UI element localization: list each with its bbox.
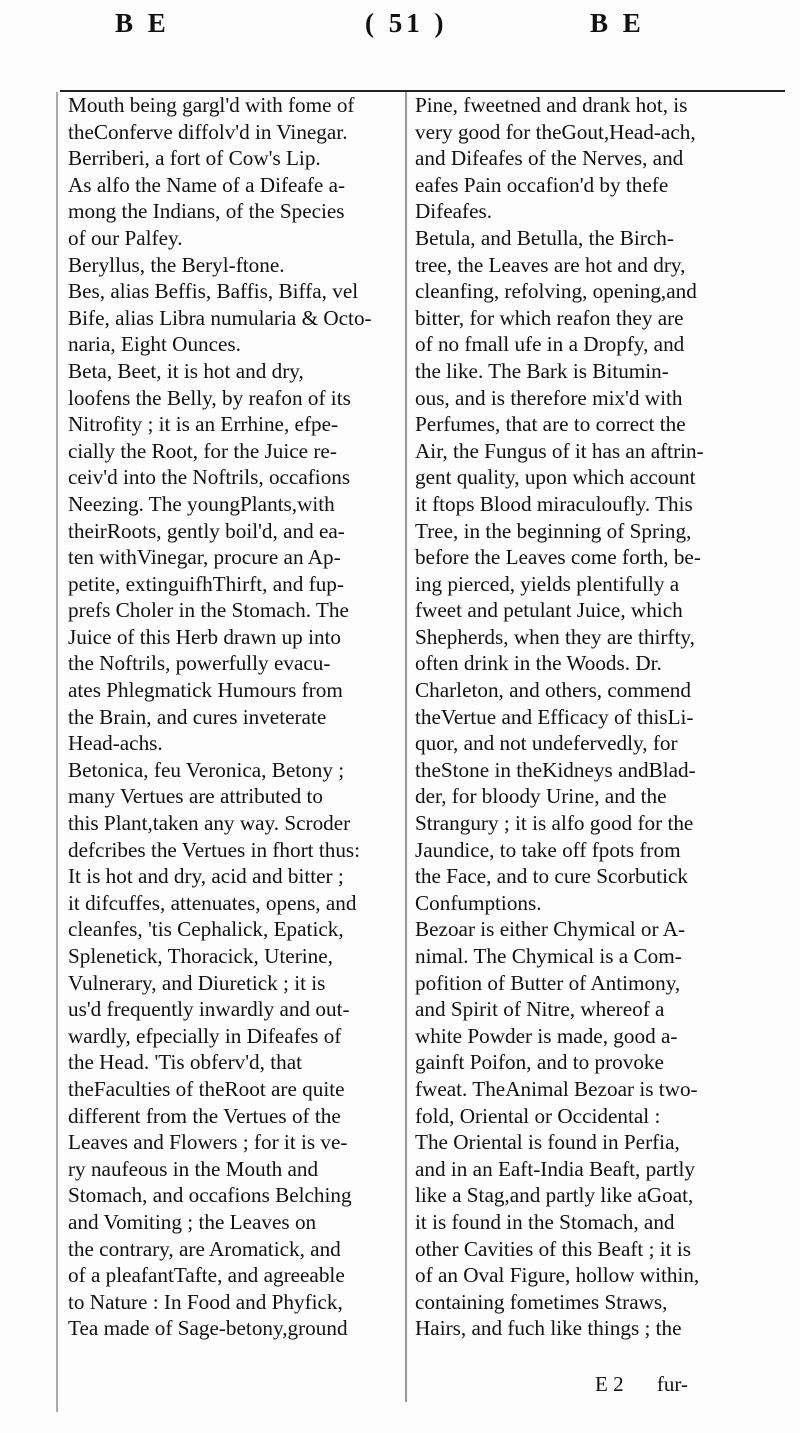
text-line: Shepherds, when they are thirfty, <box>415 624 695 649</box>
text-line: the Face, and to cure Scorbutick <box>415 864 688 889</box>
text-line: prefs Choler in the Stomach. The <box>68 598 349 623</box>
text-line: Juice of this Herb drawn up into <box>68 624 342 649</box>
text-line: often drink in the Woods. Dr. <box>415 651 662 676</box>
text-line: Bife, alias Libra numularia & Octo- <box>68 305 372 330</box>
text-line: fold, Oriental or Occidental : <box>415 1103 661 1128</box>
text-line: Berriberi, a fort of Cow's Lip. <box>68 146 321 171</box>
header-right: B E <box>590 8 645 38</box>
text-line: Head-achs. <box>68 731 163 756</box>
text-line: and Difeafes of the Nerves, and <box>415 146 684 171</box>
text-line: the Head. 'Tis obferv'd, that <box>68 1050 302 1075</box>
left-column <box>68 92 416 1342</box>
text-line: the Brain, and cures inveterate <box>68 704 327 729</box>
text-line: very good for theGout,Head-ach, <box>415 119 696 144</box>
text-line: The Oriental is found in Perfia, <box>415 1130 680 1155</box>
text-line: eafes Pain occafion'd by thefe <box>415 172 669 197</box>
text-line: different from the Vertues of the <box>68 1103 341 1128</box>
text-line: it is found in the Stomach, and <box>415 1209 675 1234</box>
text-line: cially the Root, for the Juice re- <box>68 438 337 463</box>
text-line: Pine, fweetned and drank hot, is <box>415 93 688 117</box>
text-line: Stomach, and occafions Belching <box>68 1183 352 1208</box>
text-line: loofens the Belly, by reafon of its <box>68 385 351 410</box>
text-line: Vulnerary, and Diuretick ; it is <box>68 970 326 995</box>
text-line: quor, and not undefervedly, for <box>415 731 678 756</box>
text-line: ing pierced, yields plentifully a <box>415 571 680 596</box>
text-line: Leaves and Flowers ; for it is ve- <box>68 1130 348 1155</box>
text-line: cleanfes, 'tis Cephalick, Epatick, <box>68 917 344 942</box>
text-line: As alfo the Name of a Difeafe a- <box>68 172 346 197</box>
page-footer <box>595 1372 716 1397</box>
text-line: wardly, efpecially in Difeafes of <box>68 1023 342 1048</box>
text-line: Tree, in the beginning of Spring, <box>415 518 692 543</box>
text-line: and Vomiting ; the Leaves on <box>68 1209 317 1234</box>
text-line: before the Leaves come forth, be- <box>415 545 701 570</box>
text-line: containing fometimes Straws, <box>415 1289 668 1314</box>
text-line: Bes, alias Beffis, Baffis, Biffa, vel <box>68 279 359 304</box>
text-line: Mouth being gargl'd with fome of <box>68 93 355 117</box>
text-line: of a pleafantTafte, and agreeable <box>68 1263 345 1288</box>
text-line: ous, and is therefore mix'd with <box>415 385 683 410</box>
text-line: many Vertues are attributed to <box>68 784 323 809</box>
text-line: Perfumes, that are to correct the <box>415 412 686 437</box>
text-line: fweat. TheAnimal Bezoar is two- <box>415 1076 698 1101</box>
text-line: and in an Eaft-India Beaft, partly <box>415 1156 696 1181</box>
text-line: theVertue and Efficacy of thisLi- <box>415 704 694 729</box>
text-line: Difeafes. <box>415 199 493 224</box>
text-line: it ftops Blood miraculoufly. This <box>415 491 693 516</box>
text-line: ten withVinegar, procure an Ap- <box>68 545 341 570</box>
text-line: us'd frequently inwardly and out- <box>68 997 350 1022</box>
text-line: tree, the Leaves are hot and dry, <box>415 252 686 277</box>
text-line: fweet and petulant Juice, which <box>415 598 683 623</box>
page-number: ( 51 ) <box>365 8 448 38</box>
text-line: petite, extinguifhThirft, and fup- <box>68 571 344 596</box>
signature-mark: E 2 <box>595 1372 624 1396</box>
text-line: the like. The Bark is Bitumin- <box>415 358 669 383</box>
text-line: it difcuffes, attenuates, opens, and <box>68 890 357 915</box>
text-line: the contrary, are Aromatick, and <box>68 1236 341 1261</box>
text-line: Betonica, feu Veronica, Betony ; <box>68 757 345 782</box>
text-line: pofition of Butter of Antimony, <box>415 970 681 995</box>
text-line: theConferve diffolv'd in Vinegar. <box>68 119 348 144</box>
text-line: naria, Eight Ounces. <box>68 332 241 357</box>
text-line: to Nature : In Food and Phyfick, <box>68 1289 343 1314</box>
text-line: Tea made of Sage-betony,ground <box>68 1316 348 1341</box>
text-line: Confumptions. <box>415 890 542 915</box>
text-line: and Spirit of Nitre, whereof a <box>415 997 665 1022</box>
text-line: Beta, Beet, it is hot and dry, <box>68 358 304 383</box>
text-line: theFaculties of theRoot are quite <box>68 1076 345 1101</box>
text-line: theStone in theKidneys andBlad- <box>415 757 696 782</box>
text-line: of no fmall ufe in a Dropfy, and <box>415 332 685 357</box>
running-header <box>60 8 785 40</box>
text-line: Betula, and Betulla, the Birch- <box>415 225 674 250</box>
text-line: Hairs, and fuch like things ; the <box>415 1316 682 1341</box>
text-line: nimal. The Chymical is a Com- <box>415 944 682 968</box>
right-column <box>415 92 763 1342</box>
text-line: of our Palfey. <box>68 225 183 250</box>
text-line: Neezing. The youngPlants,with <box>68 491 335 516</box>
text-line: cleanfing, refolving, opening,and <box>415 279 697 304</box>
text-line: white Powder is made, good a- <box>415 1023 678 1048</box>
text-line: Nitrofity ; it is an Errhine, efpe- <box>68 412 339 437</box>
text-line: this Plant,taken any way. Scroder <box>68 811 351 836</box>
text-line: Air, the Fungus of it has an aftrin- <box>415 438 704 463</box>
text-line: defcribes the Vertues in fhort thus: <box>68 837 361 862</box>
text-line: gainft Poifon, and to provoke <box>415 1050 664 1075</box>
text-line: bitter, for which reafon they are <box>415 305 684 330</box>
text-line: gent quality, upon which account <box>415 465 696 490</box>
text-line: Splenetick, Thoracick, Uterine, <box>68 944 333 968</box>
text-line: ates Phlegmatick Humours from <box>68 678 343 703</box>
catchword: fur- <box>656 1372 688 1396</box>
text-line: Beryllus, the Beryl-ftone. <box>68 252 285 277</box>
text-line: Strangury ; it is alfo good for the <box>415 811 694 836</box>
page-edge <box>56 92 58 1412</box>
header-left: B E <box>115 8 170 38</box>
text-line: the Noftrils, powerfully evacu- <box>68 651 331 676</box>
text-line: other Cavities of this Beaft ; it is <box>415 1236 691 1261</box>
text-line: Charleton, and others, commend <box>415 678 691 703</box>
text-line: It is hot and dry, acid and bitter ; <box>68 864 344 889</box>
text-line: der, for bloody Urine, and the <box>415 784 667 809</box>
text-line: like a Stag,and partly like aGoat, <box>415 1183 694 1208</box>
text-line: theirRoots, gently boil'd, and ea- <box>68 518 345 543</box>
text-line: Jaundice, to take off fpots from <box>415 837 681 862</box>
text-line: Bezoar is either Chymical or A- <box>415 917 686 942</box>
text-line: of an Oval Figure, hollow within, <box>415 1263 700 1288</box>
text-line: ceiv'd into the Noftrils, occafions <box>68 465 351 490</box>
text-line: mong the Indians, of the Species <box>68 199 345 224</box>
text-line: ry naufeous in the Mouth and <box>68 1156 319 1181</box>
